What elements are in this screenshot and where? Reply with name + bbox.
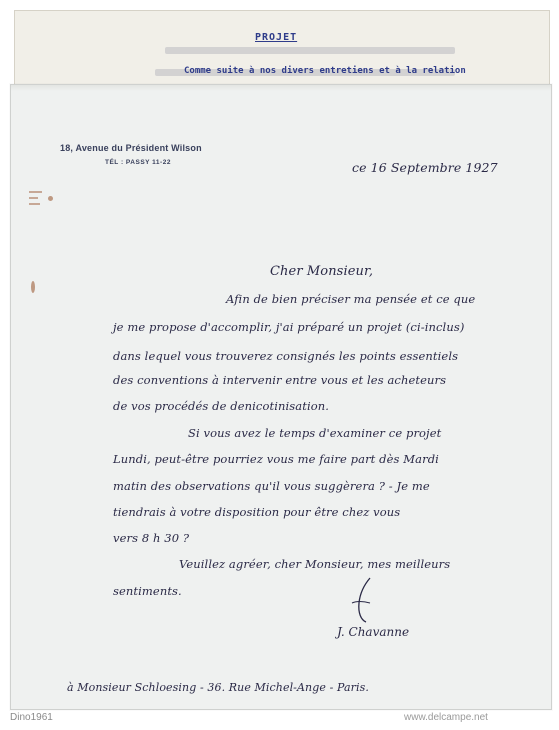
watermark-username: Dino1961 — [10, 712, 53, 723]
closing-line: sentiments. — [113, 584, 182, 598]
signature-flourish — [346, 575, 378, 625]
letter-date: ce 16 Septembre 1927 — [352, 160, 498, 175]
rust-stain — [48, 196, 53, 201]
body-line: tiendrais à votre disposition pour être chez vous — [113, 505, 401, 519]
margin-mark — [29, 203, 40, 205]
body-line: des conventions à intervenir entre vous et les acheteurs — [113, 373, 447, 387]
ghost-text-line — [165, 47, 455, 54]
body-line: de vos procédés de denicotinisation. — [113, 399, 330, 413]
paper-fold — [11, 85, 551, 91]
recipient-address: à Monsieur Schloesing - 36. Rue Michel-Ange - Paris. — [67, 681, 369, 694]
rust-stain — [31, 281, 35, 293]
letterhead-address: 18, Avenue du Président Wilson — [60, 143, 202, 153]
body-line: vers 8 h 30 ? — [113, 531, 190, 545]
body-line: je me propose d'accomplir, j'ai préparé un projet (ci-inclus) — [113, 320, 465, 334]
body-line: matin des observations qu'il vous suggèrera ? - Je me — [113, 479, 430, 493]
project-title: PROJET — [255, 32, 298, 43]
project-intro-line: Comme suite à nos divers entretiens et à la relation — [184, 66, 466, 76]
body-line: Si vous avez le temps d'examiner ce projet — [188, 426, 442, 440]
letter-sheet — [10, 84, 552, 710]
watermark-site: www.delcampe.net — [404, 712, 488, 723]
body-line: dans lequel vous trouverez consignés les points essentiels — [113, 349, 459, 363]
letterhead-phone: TÉL : PASSY 11-22 — [105, 159, 171, 166]
closing-line: Veuillez agréer, cher Monsieur, mes meilleurs — [179, 557, 451, 571]
letter-salutation: Cher Monsieur, — [270, 264, 374, 279]
body-line: Lundi, peut-être pourriez vous me faire part dès Mardi — [113, 452, 439, 466]
body-line: Afin de bien préciser ma pensée et ce que — [226, 292, 476, 306]
margin-mark — [29, 191, 42, 193]
margin-mark — [29, 197, 38, 199]
signature: J. Chavanne — [337, 625, 410, 639]
